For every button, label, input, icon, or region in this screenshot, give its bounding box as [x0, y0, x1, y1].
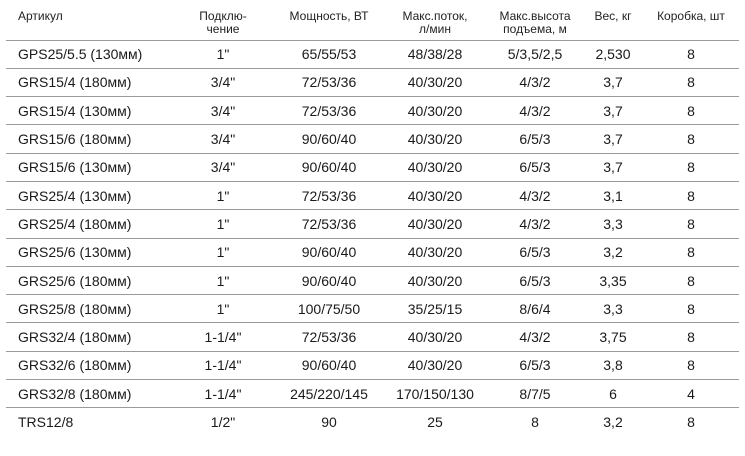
cell-sku: GRS15/6 (130мм)	[6, 153, 171, 181]
column-header-line: Подклю-	[199, 9, 247, 23]
cell-box-qty: 8	[643, 125, 739, 153]
table-row	[6, 125, 739, 153]
cell-power: 90/60/40	[275, 351, 383, 379]
cell-sku: GPS25/5.5 (130мм)	[6, 40, 171, 68]
cell-max-head: 4/3/2	[487, 210, 583, 238]
cell-power: 245/220/145	[275, 380, 383, 408]
table-row	[6, 40, 739, 68]
cell-sku: GRS15/4 (130мм)	[6, 97, 171, 125]
column-header-line: л/мин	[419, 22, 451, 36]
column-header-line: Артикул	[18, 9, 63, 23]
column-header-power	[275, 6, 383, 40]
cell-max-flow: 40/30/20	[383, 351, 487, 379]
column-header-line: Вес, кг	[594, 9, 632, 23]
cell-max-flow: 40/30/20	[383, 153, 487, 181]
cell-max-flow: 40/30/20	[383, 181, 487, 209]
cell-power: 72/53/36	[275, 97, 383, 125]
column-header-line: подъема, м	[503, 22, 567, 36]
column-header-line: Мощность, ВТ	[289, 9, 369, 23]
cell-max-head: 8/6/4	[487, 295, 583, 323]
cell-box-qty: 8	[643, 181, 739, 209]
cell-box-qty: 8	[643, 153, 739, 181]
cell-sku: GRS25/4 (180мм)	[6, 210, 171, 238]
cell-connection: 1-1/4"	[171, 323, 275, 351]
cell-connection: 3/4"	[171, 153, 275, 181]
cell-max-flow: 35/25/15	[383, 295, 487, 323]
cell-box-qty: 8	[643, 266, 739, 294]
cell-sku: GRS25/4 (130мм)	[6, 181, 171, 209]
cell-power: 90/60/40	[275, 125, 383, 153]
cell-power: 72/53/36	[275, 323, 383, 351]
cell-power: 72/53/36	[275, 181, 383, 209]
cell-max-head: 6/5/3	[487, 125, 583, 153]
cell-weight: 3,3	[583, 210, 643, 238]
cell-weight: 3,8	[583, 351, 643, 379]
cell-sku: GRS25/6 (180мм)	[6, 266, 171, 294]
cell-connection: 1"	[171, 40, 275, 68]
column-header-max-flow	[383, 6, 487, 40]
cell-box-qty: 8	[643, 323, 739, 351]
cell-weight: 3,7	[583, 97, 643, 125]
cell-weight: 3,7	[583, 68, 643, 96]
cell-weight: 3,7	[583, 125, 643, 153]
table-row	[6, 266, 739, 294]
cell-power: 100/75/50	[275, 295, 383, 323]
cell-power: 90/60/40	[275, 238, 383, 266]
cell-max-flow: 40/30/20	[383, 125, 487, 153]
cell-max-flow: 40/30/20	[383, 238, 487, 266]
table-row	[6, 323, 739, 351]
cell-box-qty: 8	[643, 97, 739, 125]
cell-max-flow: 48/38/28	[383, 40, 487, 68]
cell-max-head: 4/3/2	[487, 181, 583, 209]
cell-power: 65/55/53	[275, 40, 383, 68]
cell-max-head: 4/3/2	[487, 323, 583, 351]
cell-power: 72/53/36	[275, 210, 383, 238]
column-header-connection	[171, 6, 275, 40]
cell-power: 90/60/40	[275, 266, 383, 294]
column-header-max-head	[487, 6, 583, 40]
cell-max-head: 6/5/3	[487, 351, 583, 379]
cell-sku: GRS25/8 (180мм)	[6, 295, 171, 323]
cell-box-qty: 8	[643, 351, 739, 379]
cell-max-flow: 40/30/20	[383, 266, 487, 294]
cell-max-head: 6/5/3	[487, 238, 583, 266]
cell-power: 72/53/36	[275, 68, 383, 96]
column-header-box-qty	[643, 6, 739, 40]
cell-weight: 3,2	[583, 238, 643, 266]
table-row	[6, 210, 739, 238]
table-row	[6, 181, 739, 209]
cell-connection: 1"	[171, 266, 275, 294]
table-row	[6, 153, 739, 181]
table-row	[6, 351, 739, 379]
column-header-line: чение	[206, 22, 240, 36]
table-row	[6, 68, 739, 96]
table-row	[6, 408, 739, 436]
cell-weight: 3,2	[603, 414, 623, 431]
product-spec-table	[6, 6, 739, 436]
cell-max-flow: 40/30/20	[383, 97, 487, 125]
table-row	[6, 97, 739, 125]
cell-max-head: 6/5/3	[487, 266, 583, 294]
table-row	[6, 295, 739, 323]
cell-connection: 3/4"	[171, 125, 275, 153]
cell-connection: 1-1/4"	[171, 380, 275, 408]
cell-weight: 3,1	[583, 181, 643, 209]
cell-sku: GRS15/6 (180мм)	[6, 125, 171, 153]
cell-max-flow: 40/30/20	[383, 68, 487, 96]
cell-sku: GRS32/8 (180мм)	[6, 380, 171, 408]
cell-box-qty: 8	[643, 40, 739, 68]
column-header-sku	[6, 6, 171, 40]
cell-max-head: 6/5/3	[487, 153, 583, 181]
table-row	[6, 238, 739, 266]
cell-max-head: 4/3/2	[487, 97, 583, 125]
cell-max-flow: 170/150/130	[383, 380, 487, 408]
cell-sku: GRS32/4 (180мм)	[6, 323, 171, 351]
table-header	[6, 6, 739, 40]
table-body	[6, 40, 739, 436]
column-header-line: Макс.поток,	[402, 9, 468, 23]
cell-box-qty: 4	[643, 380, 739, 408]
cell-max-flow: 25	[427, 414, 443, 431]
cell-connection: 1"	[171, 210, 275, 238]
cell-sku: GRS15/4 (180мм)	[6, 68, 171, 96]
cell-box-qty: 8	[643, 210, 739, 238]
cell-max-flow: 40/30/20	[383, 210, 487, 238]
header-row	[6, 6, 739, 40]
cell-connection: 1"	[171, 181, 275, 209]
cell-max-head: 8/7/5	[487, 380, 583, 408]
cell-connection: 1-1/4"	[171, 351, 275, 379]
cell-sku: TRS12/8	[18, 414, 74, 431]
cell-box-qty: 8	[643, 68, 739, 96]
cell-sku: GRS32/6 (180мм)	[6, 351, 171, 379]
cell-connection: 1/2"	[210, 414, 236, 431]
cell-max-head: 5/3,5/2,5	[487, 40, 583, 68]
cell-sku: GRS25/6 (130мм)	[6, 238, 171, 266]
cell-weight: 3,75	[583, 323, 643, 351]
column-header-line: Макс.высота	[499, 9, 571, 23]
table-row	[6, 380, 739, 408]
cell-power: 90/60/40	[275, 153, 383, 181]
cell-box-qty: 8	[643, 238, 739, 266]
cell-weight: 2,530	[583, 40, 643, 68]
cell-weight: 3,35	[583, 266, 643, 294]
cell-connection: 1"	[171, 238, 275, 266]
cell-weight: 3,7	[583, 153, 643, 181]
cell-power: 90	[321, 414, 337, 431]
cell-connection: 1"	[171, 295, 275, 323]
cell-weight: 3,3	[583, 295, 643, 323]
cell-box-qty: 8	[643, 295, 739, 323]
column-header-weight	[583, 6, 643, 40]
cell-connection: 3/4"	[171, 97, 275, 125]
cell-connection: 3/4"	[171, 68, 275, 96]
cell-max-head: 8	[531, 414, 539, 431]
cell-max-head: 4/3/2	[487, 68, 583, 96]
column-header-line: Коробка, шт	[657, 9, 725, 23]
cell-weight: 6	[583, 380, 643, 408]
cell-max-flow: 40/30/20	[383, 323, 487, 351]
cell-box-qty: 8	[687, 414, 695, 431]
